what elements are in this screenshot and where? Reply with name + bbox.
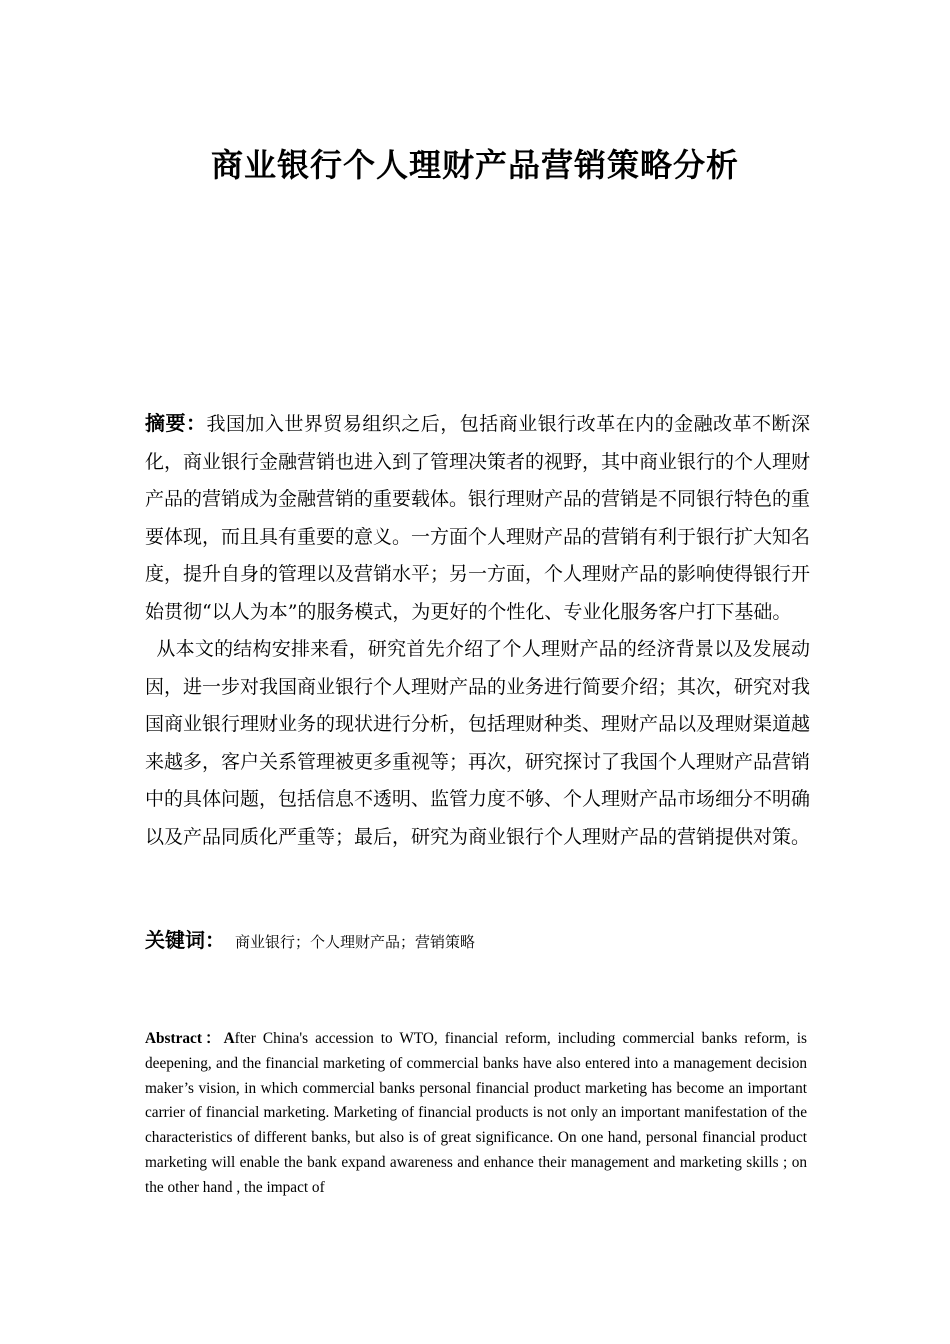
- abstract-english: [145, 1027, 807, 1201]
- abstract-en-first-letter: A: [223, 1030, 235, 1047]
- abstract-en-label: Abstract：: [145, 1030, 224, 1047]
- keywords: [145, 925, 810, 957]
- abstract-en-text: fter China's accession to WTO, financial reform, including commercial banks reform, is deepening, and the financial marketing of commercial banks have also entered into a management decision maker’s vision, in which commercial banks personal financial product marketing has become an important carrier of financial marketing. Marketing of financial products is not only an important manifestation of the characteristics of different banks, but also is of great significance. On one hand, personal financial product marketing will enable the bank expand awareness and enhance their management and marketing skills ; on the other hand , the impact of: [145, 1030, 807, 1196]
- keywords-text: 商业银行；个人理财产品；营销策略: [235, 933, 476, 951]
- abstract-cn-text-1: 我国加入世界贸易组织之后，包括商业银行改革在内的金融改革不断深化，商业银行金融营销也进入到了管理决策者的视野，其中商业银行的个人理财产品的营销成为金融营销的重要载体。银行理财产品的营销是不同银行特色的重要体现，而且具有重要的意义。一方面个人理财产品的营销有利于银行扩大知名度，提升自身的管理以及营销水平；另一方面，个人理财产品的影响使得银行开始贯彻“以人为本”的服务模式，为更好的个性化、专业化服务客户打下基础。: [145, 413, 811, 623]
- abstract-chinese: [145, 405, 810, 856]
- abstract-cn-paragraph-2: 从本文的结构安排来看，研究首先介绍了个人理财产品的经济背景以及发展动因，进一步对我国商业银行个人理财产品的业务进行简要介绍；其次，研究对我国商业银行理财业务的现状进行分析，包括理财种类、理财产品以及理财渠道越来越多，客户关系管理被更多重视等；再次，研究探讨了我国个人理财产品营销中的具体问题，包括信息不透明、监管力度不够、个人理财产品市场细分不明确以及产品同质化严重等；最后，研究为商业银行个人理财产品的营销提供对策。: [145, 638, 811, 848]
- abstract-cn-label: 摘要：: [145, 411, 207, 435]
- keywords-label: 关键词：: [145, 928, 225, 952]
- abstract-cn-paragraph-1: [145, 405, 810, 631]
- page-title: 商业银行个人理财产品营销策略分析: [210, 146, 739, 184]
